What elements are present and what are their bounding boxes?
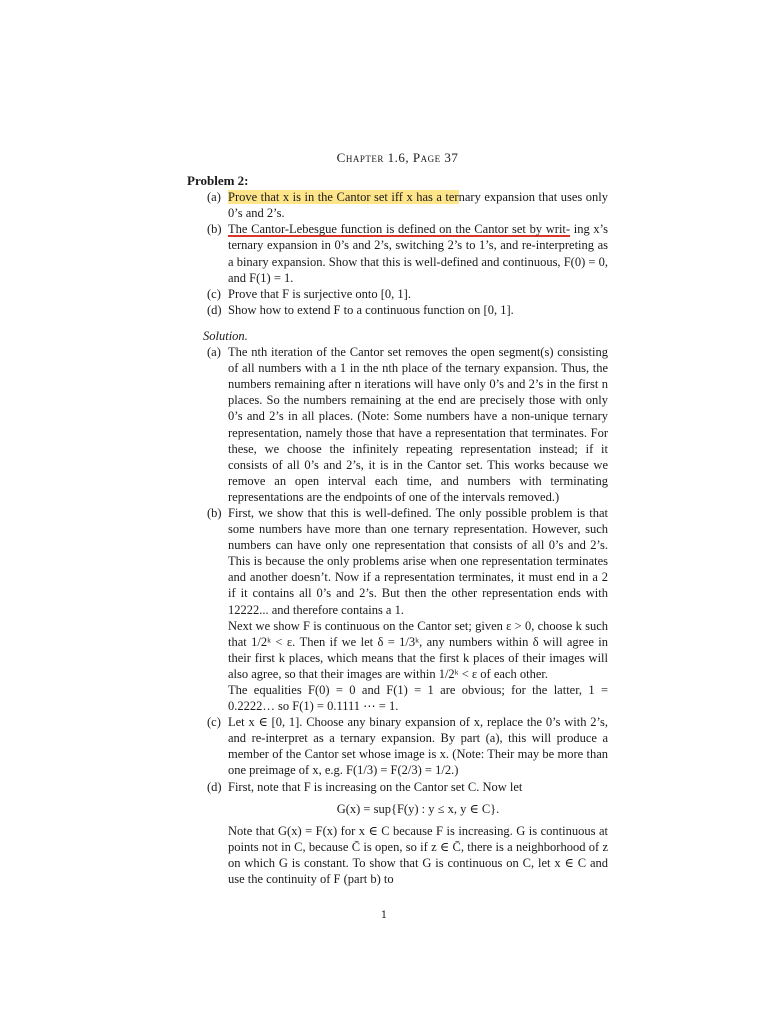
part-text: ing x’s ternary expansion in 0’s and 2’s, switching 2’s to 1’s, and re-interpreting as a binary expansion. Show that this is well-defined and continuous, F(0) = 0, and F(1) = 1.: [228, 222, 608, 285]
paragraph: Note that G(x) = F(x) for x ∈ C because F is increasing. G is continuous at points not in C, because C̄ is open, so if z ∈ C̄, there is a neighborhood of z on which G is constant. To show that G is continuous on C, let x ∈ C and use the continuity of F (part b) to: [228, 823, 608, 887]
solution-part-b: [187, 505, 608, 714]
problem-heading: Problem 2:: [187, 173, 249, 189]
part-label: (c): [207, 715, 221, 730]
part-label: (c): [207, 286, 221, 301]
document-page: [187, 150, 608, 887]
part-text: Let x ∈ [0, 1]. Choose any binary expansion of x, replace the 0’s with 2’s, and re-interpret as a ternary expansion. By part (a), this will produce a member of the Cantor set whose image is x. (Note: Their may be more than one preimage of x, e.g. F(1/3) = F(2/3) = 1/2.): [228, 715, 608, 778]
part-text: nary expansion that uses only 0’s and 2’s.: [228, 190, 608, 221]
part-label: (d): [207, 302, 222, 317]
paragraph: Next we show F is continuous on the Cantor set; given ε > 0, choose k such that 1/2ᵏ < ε. Then if we let δ = 1/3ᵏ, any numbers within δ will agree in their first k places, which means that the first k places of their images will also agree, so that their images are within 1/2ᵏ < ε of each other.: [228, 618, 608, 681]
paragraph: The equalities F(0) = 0 and F(1) = 1 are obvious; for the latter, 1 = 0.2222… so F(1) = 0.1111 ⋯ = 1.: [228, 683, 608, 714]
part-label: (b): [207, 505, 222, 520]
solution-label: Solution.: [203, 328, 248, 343]
problem-part-a: [187, 189, 608, 221]
problem-part-c: [187, 286, 608, 302]
paragraph: First, we show that this is well-defined. The only possible problem is that some numbers have more than one ternary representation. However, such numbers can have only one representation that consists of all 0’s and 2’s. This is because the only problems arise when one representation terminates and another doesn’t. Now if a representation terminates, it must end in a 2 if it contains all 0’s and 2’s. But then the other representation ends with 12222... and therefore contains a 1.: [228, 505, 608, 617]
part-label: (d): [207, 779, 222, 794]
solution-part-d: [187, 779, 608, 888]
part-text: The nth iteration of the Cantor set removes the open segment(s) consisting of all numbers with a 1 in the nth place of the ternary expansion. Thus, the numbers remaining after n iterations will have only 0’s and 2’s in the first n places. So the numbers remaining at the end are precisely those with only 0’s and 2’s in all places. (Note: Some numbers have a non-unique ternary representation, namely those that have a representation that terminates. For these, we choose the infinitely repeating representation instead; if it consists of all 0’s and 2’s, it is in the Cantor set. This works because we remove an open interval each time, and numbers with terminating representations are the endpoints of one of the intervals removed.): [228, 345, 608, 504]
display-equation: G(x) = sup{F(y) : y ≤ x, y ∈ C}.: [336, 801, 500, 816]
page-number: 1: [380, 910, 388, 921]
solution-part-c: [187, 714, 608, 778]
paragraph: First, note that F is increasing on the Cantor set C. Now let: [228, 779, 523, 794]
underlined-text: The Cantor-Lebesgue function is defined on the Cantor set by writ-: [228, 222, 571, 237]
chapter-heading: Chapter 1.6, Page 37: [336, 150, 459, 165]
solution-part-a: [187, 344, 608, 505]
part-label: (a): [207, 190, 221, 205]
highlighted-text: Prove that x is in the Cantor set iff x has a ter: [228, 190, 459, 205]
part-label: (b): [207, 222, 222, 237]
part-text: Show how to extend F to a continuous function on [0, 1].: [228, 302, 514, 317]
problem-part-b: [187, 221, 608, 285]
part-text: Prove that F is surjective onto [0, 1].: [228, 286, 411, 301]
part-label: (a): [207, 345, 221, 360]
problem-part-d: [187, 302, 608, 318]
